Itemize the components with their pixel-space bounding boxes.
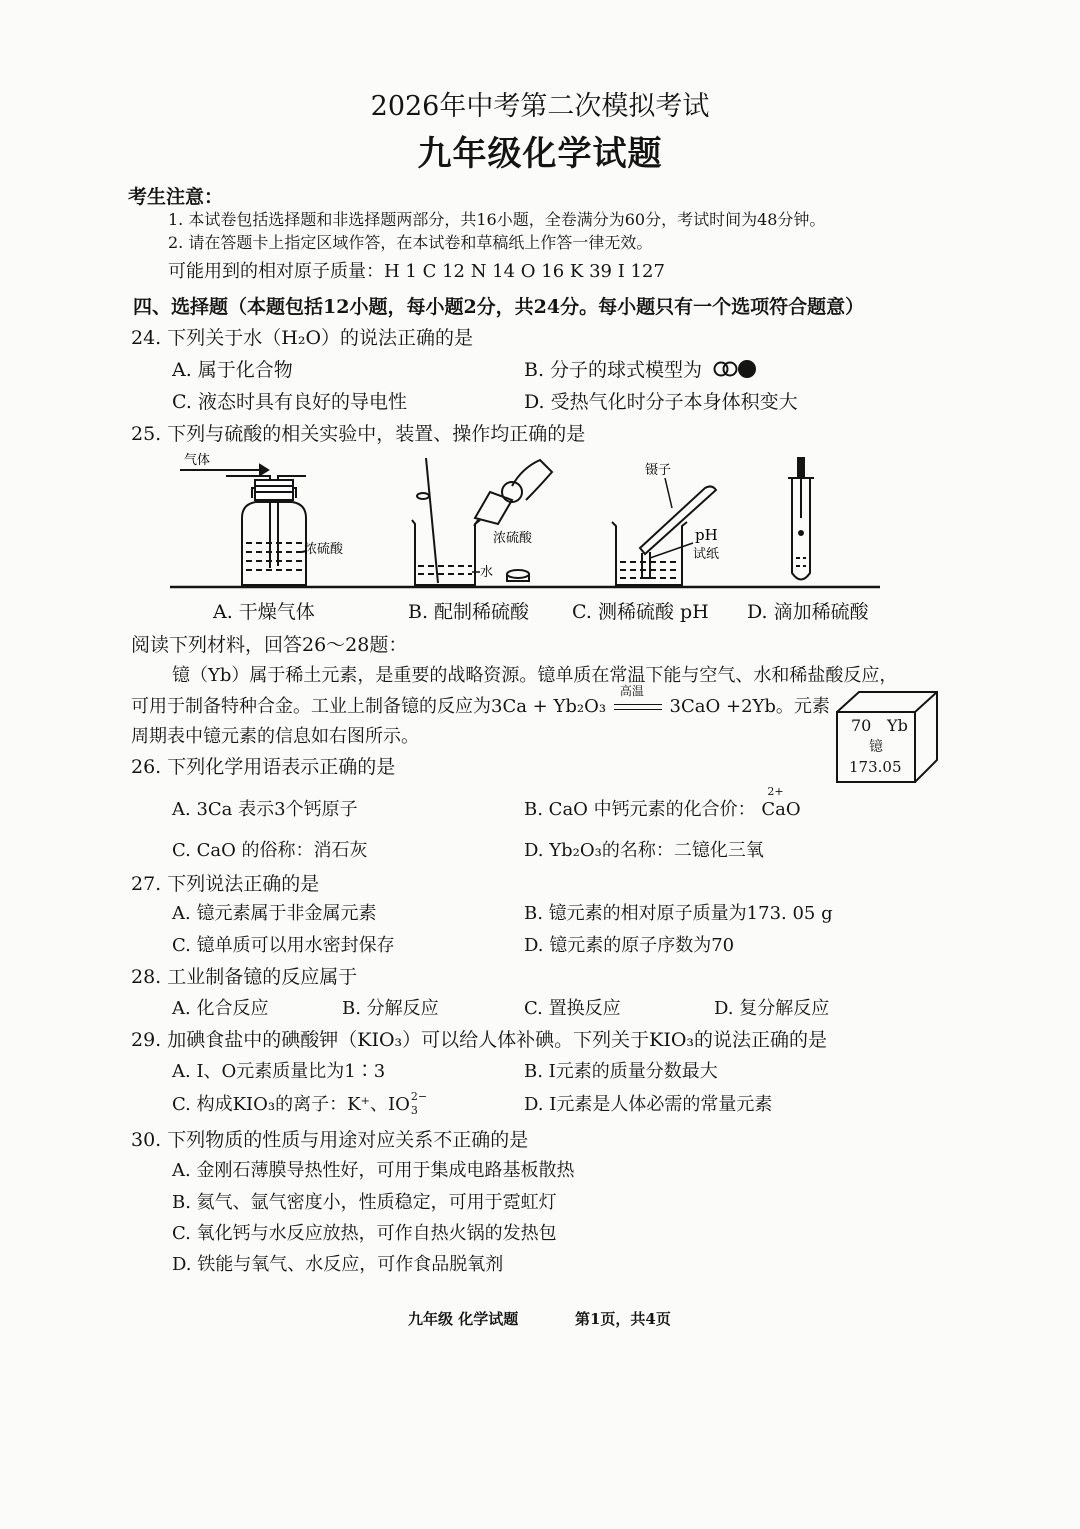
- q29-option-d: D. I元素是人体必需的常量元素: [524, 1094, 773, 1115]
- tweezers-label: 镊子: [645, 463, 672, 478]
- conc-acid-label-2: 浓硫酸: [493, 531, 533, 546]
- q25-option-d: D. 滴加稀硫酸: [747, 601, 869, 623]
- reading-line-3: 周期表中镱元素的信息如右图所示。: [131, 726, 419, 747]
- q28-option-b: B. 分解反应: [342, 998, 439, 1019]
- q26-option-b-text: B. CaO 中钙元素的化合价：: [524, 799, 756, 820]
- page-subtitle: 九年级化学试题: [417, 134, 663, 174]
- reading-intro: 阅读下列材料，回答26～28题：: [131, 634, 408, 656]
- q29-option-a: A. I、O元素质量比为1∶3: [172, 1061, 386, 1082]
- valence-charge: 2+: [767, 785, 784, 798]
- notice-heading: 考生注意：: [128, 186, 224, 208]
- reading-line-2a: 可用于制备特种合金。工业上制备镱的反应为3Ca + Yb₂O₃: [131, 696, 607, 717]
- ph-paper-label-2: 试纸: [693, 547, 720, 562]
- atomic-masses: 可能用到的相对原子质量：H 1 C 12 N 14 O 16 K 39 I 127: [168, 261, 665, 282]
- reading-line-2: [131, 684, 830, 718]
- element-mass: 173.05: [849, 758, 902, 776]
- ph-paper-label-1: pH: [695, 526, 718, 544]
- q24-stem: 24. 下列关于水（H₂O）的说法正确的是: [131, 327, 474, 349]
- gas-washing-bottle-icon: [180, 465, 306, 585]
- q30-stem: 30. 下列物质的性质与用途对应关系不正确的是: [131, 1129, 529, 1151]
- water-label: 水: [480, 565, 494, 580]
- element-name: 镱: [869, 739, 883, 755]
- q25-option-c: C. 测稀硫酸 pH: [572, 601, 709, 623]
- q25-option-a: A. 干燥气体: [213, 601, 315, 623]
- conc-acid-label-1: 浓硫酸: [304, 542, 344, 557]
- double-line: [614, 704, 662, 710]
- q29-stem: 29. 加碘食盐中的碘酸钾（KIO₃）可以给人体补碘。下列关于KIO₃的说法正确的是: [131, 1029, 828, 1051]
- page-title: 2026年中考第二次模拟考试: [370, 91, 710, 122]
- notice-item-1: 1. 本试卷包括选择题和非选择题两部分，共16小题，全卷满分为60分，考试时间为48分钟。: [168, 210, 826, 229]
- q26-option-c: C. CaO 的俗称：消石灰: [172, 840, 368, 861]
- q28-stem: 28. 工业制备镱的反应属于: [131, 966, 358, 988]
- q24-option-b-text: B. 分子的球式模型为: [524, 359, 703, 381]
- water-molecule-model-icon: [712, 359, 760, 379]
- q27-option-d: D. 镱元素的原子序数为70: [524, 935, 735, 956]
- element-cell: [835, 690, 941, 785]
- valence-compound: CaO: [761, 799, 801, 820]
- reaction-arrow: [612, 684, 664, 714]
- element-symbol: Yb: [887, 716, 908, 735]
- q30-option-b: B. 氦气、氩气密度小，性质稳定，可用于霓虹灯: [172, 1192, 557, 1213]
- iodate-sub: 3: [410, 1104, 418, 1117]
- q27-option-b: B. 镱元素的相对原子质量为173. 05 g: [524, 903, 833, 924]
- q26-option-a: A. 3Ca 表示3个钙原子: [172, 799, 358, 820]
- q24-option-d: D. 受热气化时分子本身体积变大: [524, 391, 798, 413]
- q25-option-b: B. 配制稀硫酸: [408, 601, 530, 623]
- q29-option-c: [172, 1090, 432, 1116]
- q25-stem: 25. 下列与硫酸的相关实验中，装置、操作均正确的是: [131, 423, 586, 445]
- valence-formula: [761, 785, 801, 820]
- test-tube-dropper-icon: [788, 458, 814, 580]
- q26-stem: 26. 下列化学用语表示正确的是: [131, 756, 396, 778]
- section-heading: 四、选择题（本题包括12小题，每小题2分，共24分。每小题只有一个选项符合题意）: [133, 296, 865, 318]
- q24-option-a: A. 属于化合物: [172, 359, 293, 381]
- reading-line-1: 镱（Yb）属于稀土元素，是重要的战略资源。镱单质在常温下能与空气、水和稀盐酸反应，: [172, 665, 898, 686]
- notice-item-2: 2. 请在答题卡上指定区域作答，在本试卷和草稿纸上作答一律无效。: [168, 233, 653, 252]
- footer-page: 第1页，共4页: [575, 1310, 671, 1328]
- experiment-figure: [160, 448, 890, 593]
- q30-option-a: A. 金刚石薄膜导热性好，可用于集成电路基板散热: [172, 1160, 575, 1181]
- iodate-sup: 2−: [410, 1090, 428, 1103]
- q28-option-a: A. 化合反应: [172, 998, 269, 1019]
- q27-option-a: A. 镱元素属于非金属元素: [172, 903, 377, 924]
- q24-option-b: [524, 355, 760, 382]
- q30-option-c: C. 氧化钙与水反应放热，可作自热火锅的发热包: [172, 1223, 557, 1244]
- q27-option-c: C. 镱单质可以用水密封保存: [172, 935, 395, 956]
- q28-option-d: D. 复分解反应: [714, 998, 830, 1019]
- element-number: 70: [851, 716, 872, 735]
- q28-option-c: C. 置换反应: [524, 998, 621, 1019]
- q24-option-c: C. 液态时具有良好的导电性: [172, 391, 407, 413]
- reading-line-2b: 3CaO +2Yb。元素: [669, 696, 830, 717]
- q26-option-d: D. Yb₂O₃的名称：二镱化三氧: [524, 840, 764, 861]
- iodate-script: [410, 1090, 432, 1117]
- q29-option-c-text: C. 构成KIO₃的离子：K⁺、IO: [172, 1094, 410, 1115]
- q26-option-b: [524, 785, 801, 821]
- q27-stem: 27. 下列说法正确的是: [131, 873, 320, 895]
- footer-left: 九年级 化学试题: [408, 1310, 519, 1328]
- gas-label: 气体: [184, 453, 211, 468]
- q30-option-d: D. 铁能与氧气、水反应，可作食品脱氧剂: [172, 1254, 504, 1275]
- reaction-condition: 高温: [619, 684, 644, 698]
- q29-option-b: B. I元素的质量分数最大: [524, 1061, 718, 1082]
